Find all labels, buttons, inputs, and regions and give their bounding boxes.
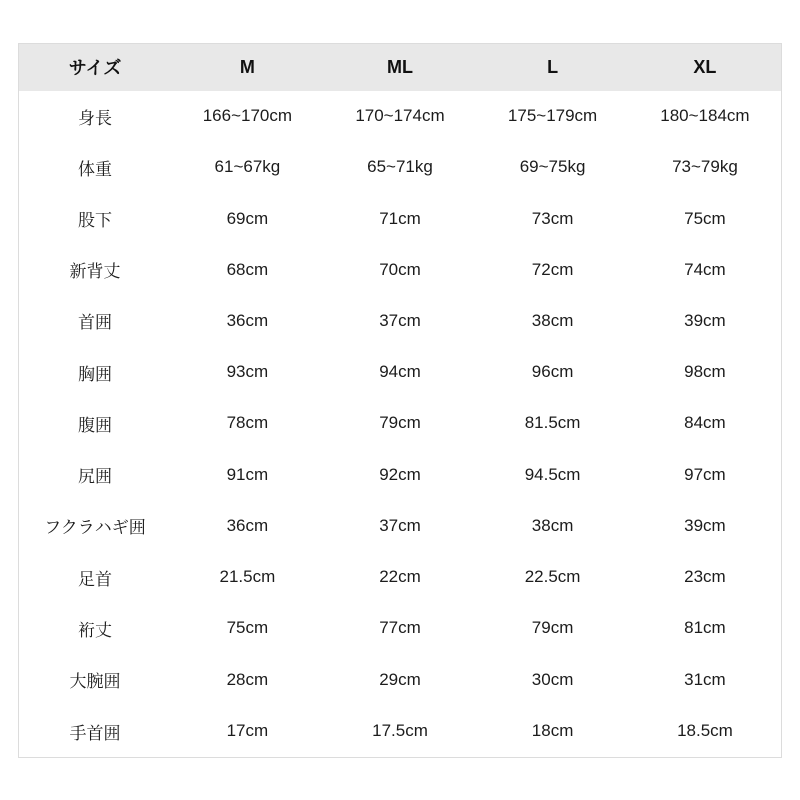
measurement-value: 29cm bbox=[324, 654, 477, 705]
measurement-value: 72cm bbox=[476, 244, 629, 295]
measurement-row bbox=[19, 398, 782, 449]
measurement-row bbox=[19, 603, 782, 654]
measurement-value: 98cm bbox=[629, 347, 782, 398]
measurement-value: 79cm bbox=[324, 398, 477, 449]
measurement-value: 175~179cm bbox=[476, 91, 629, 142]
measurement-label: 裄丈 bbox=[19, 603, 172, 654]
measurement-label: 大腕囲 bbox=[19, 654, 172, 705]
measurement-value: 73~79kg bbox=[629, 142, 782, 193]
measurement-row bbox=[19, 449, 782, 500]
measurement-value: 23cm bbox=[629, 551, 782, 602]
measurement-row bbox=[19, 500, 782, 551]
measurement-value: 65~71kg bbox=[324, 142, 477, 193]
measurement-row bbox=[19, 193, 782, 244]
header-cell-size-xl: XL bbox=[629, 44, 782, 91]
measurement-value: 84cm bbox=[629, 398, 782, 449]
measurement-value: 38cm bbox=[476, 295, 629, 346]
header-cell-size-label: サイズ bbox=[19, 44, 172, 91]
measurement-value: 17.5cm bbox=[324, 705, 477, 757]
measurement-label: 体重 bbox=[19, 142, 172, 193]
measurement-row bbox=[19, 142, 782, 193]
measurement-value: 61~67kg bbox=[171, 142, 324, 193]
measurement-label: 股下 bbox=[19, 193, 172, 244]
size-chart-body bbox=[19, 91, 782, 758]
measurement-value: 28cm bbox=[171, 654, 324, 705]
measurement-label: 胸囲 bbox=[19, 347, 172, 398]
measurement-value: 78cm bbox=[171, 398, 324, 449]
measurement-value: 94cm bbox=[324, 347, 477, 398]
measurement-value: 37cm bbox=[324, 295, 477, 346]
measurement-value: 69~75kg bbox=[476, 142, 629, 193]
measurement-value: 37cm bbox=[324, 500, 477, 551]
measurement-value: 17cm bbox=[171, 705, 324, 757]
measurement-value: 74cm bbox=[629, 244, 782, 295]
size-chart-header bbox=[19, 44, 782, 91]
measurement-value: 81.5cm bbox=[476, 398, 629, 449]
measurement-row bbox=[19, 551, 782, 602]
measurement-value: 71cm bbox=[324, 193, 477, 244]
measurement-value: 36cm bbox=[171, 295, 324, 346]
measurement-value: 39cm bbox=[629, 500, 782, 551]
measurement-value: 93cm bbox=[171, 347, 324, 398]
measurement-value: 70cm bbox=[324, 244, 477, 295]
measurement-value: 18.5cm bbox=[629, 705, 782, 757]
measurement-label: 手首囲 bbox=[19, 705, 172, 757]
measurement-row bbox=[19, 91, 782, 142]
measurement-value: 166~170cm bbox=[171, 91, 324, 142]
measurement-value: 30cm bbox=[476, 654, 629, 705]
measurement-value: 92cm bbox=[324, 449, 477, 500]
measurement-value: 22.5cm bbox=[476, 551, 629, 602]
measurement-value: 36cm bbox=[171, 500, 324, 551]
measurement-row bbox=[19, 244, 782, 295]
measurement-value: 170~174cm bbox=[324, 91, 477, 142]
measurement-value: 75cm bbox=[171, 603, 324, 654]
measurement-value: 69cm bbox=[171, 193, 324, 244]
measurement-value: 73cm bbox=[476, 193, 629, 244]
measurement-row bbox=[19, 705, 782, 757]
header-cell-size-l: L bbox=[476, 44, 629, 91]
measurement-row bbox=[19, 295, 782, 346]
header-cell-size-ml: ML bbox=[324, 44, 477, 91]
measurement-value: 81cm bbox=[629, 603, 782, 654]
measurement-value: 180~184cm bbox=[629, 91, 782, 142]
measurement-label: 新背丈 bbox=[19, 244, 172, 295]
measurement-value: 97cm bbox=[629, 449, 782, 500]
measurement-value: 18cm bbox=[476, 705, 629, 757]
measurement-value: 96cm bbox=[476, 347, 629, 398]
measurement-label: 身長 bbox=[19, 91, 172, 142]
measurement-value: 39cm bbox=[629, 295, 782, 346]
header-cell-size-m: M bbox=[171, 44, 324, 91]
measurement-label: フクラハギ囲 bbox=[19, 500, 172, 551]
header-row bbox=[19, 44, 782, 91]
measurement-value: 91cm bbox=[171, 449, 324, 500]
measurement-label: 尻囲 bbox=[19, 449, 172, 500]
measurement-label: 首囲 bbox=[19, 295, 172, 346]
measurement-value: 79cm bbox=[476, 603, 629, 654]
size-chart-table bbox=[18, 43, 782, 758]
measurement-row bbox=[19, 654, 782, 705]
measurement-value: 75cm bbox=[629, 193, 782, 244]
measurement-value: 77cm bbox=[324, 603, 477, 654]
measurement-label: 腹囲 bbox=[19, 398, 172, 449]
measurement-value: 31cm bbox=[629, 654, 782, 705]
measurement-label: 足首 bbox=[19, 551, 172, 602]
measurement-value: 68cm bbox=[171, 244, 324, 295]
measurement-value: 94.5cm bbox=[476, 449, 629, 500]
measurement-value: 38cm bbox=[476, 500, 629, 551]
measurement-row bbox=[19, 347, 782, 398]
measurement-value: 21.5cm bbox=[171, 551, 324, 602]
measurement-value: 22cm bbox=[324, 551, 477, 602]
